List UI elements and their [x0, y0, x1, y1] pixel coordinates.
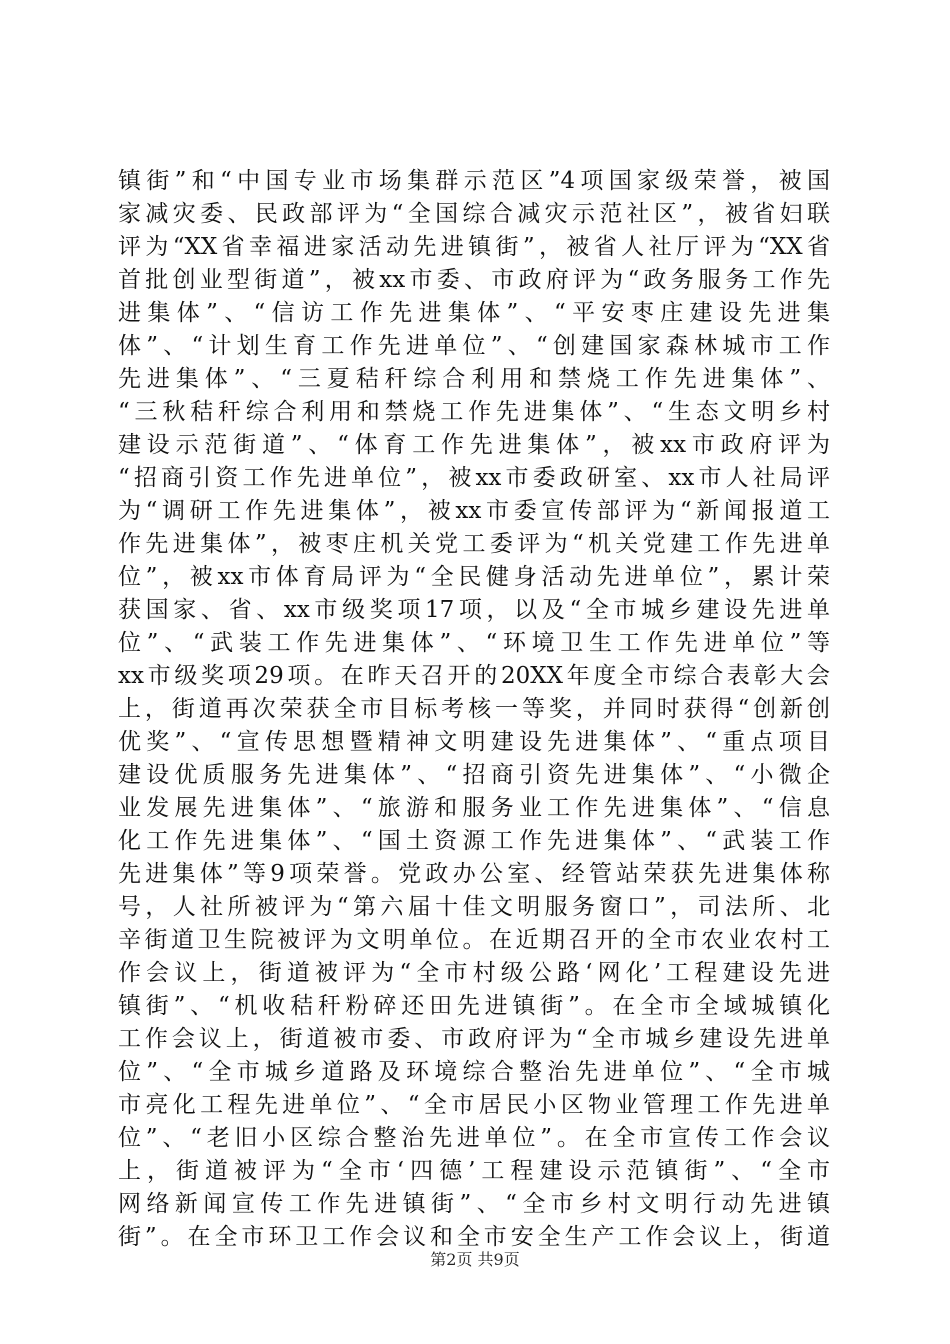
text-line: 首批创业型街道”，被xx市委、市政府评为“政务服务工作先	[118, 267, 830, 293]
text-line: 网络新闻宣传工作先进镇街”、“全市乡村文明行动先进镇	[118, 1191, 830, 1217]
text-line: 建设示范街道”、“体育工作先进集体”，被xx市政府评为	[118, 432, 830, 458]
text-line: 体”、“计划生育工作先进单位”、“创建国家森林城市工作	[118, 333, 830, 359]
text-line: 位”、“武装工作先进集体”、“环境卫生工作先进单位”等	[118, 630, 830, 656]
text-line: 业发展先进集体”、“旅游和服务业工作先进集体”、“信息	[118, 795, 830, 821]
text-line: 进集体”、“信访工作先进集体”、“平安枣庄建设先进集	[118, 300, 830, 326]
text-line: “招商引资工作先进单位”，被xx市委政研室、xx市人社局评	[118, 465, 830, 491]
text-line: 优奖”、“宣传思想暨精神文明建设先进集体”、“重点项目	[118, 729, 830, 755]
text-line: 上，街道再次荣获全市目标考核一等奖，并同时获得“创新创	[118, 696, 830, 722]
body-text	[118, 165, 830, 1254]
text-line: 工作会议上，街道被市委、市政府评为“全市城乡建设先进单	[118, 1026, 830, 1052]
text-line: 镇街”和“中国专业市场集群示范区”4项国家级荣誉，被国	[118, 168, 830, 194]
text-line: 为“调研工作先进集体”，被xx市委宣传部评为“新闻报道工	[118, 498, 830, 524]
text-line: 家减灾委、民政部评为“全国综合减灾示范社区”，被省妇联	[118, 201, 830, 227]
text-line: 建设优质服务先进集体”、“招商引资先进集体”、“小微企	[118, 762, 830, 788]
text-line: 号，人社所被评为“第六届十佳文明服务窗口”，司法所、北	[118, 894, 830, 920]
text-line: 位”、“老旧小区综合整治先进单位”。在全市宣传工作会议	[118, 1125, 830, 1151]
text-line: 上，街道被评为“全市‘四德’工程建设示范镇街”、“全市	[118, 1158, 830, 1184]
text-line: 镇街”、“机收秸秆粉碎还田先进镇街”。在全市全域城镇化	[118, 993, 830, 1019]
text-line: 街”。在全市环卫工作会议和全市安全生产工作会议上，街道	[118, 1224, 830, 1250]
text-line: 作会议上，街道被评为“全市村级公路‘网化’工程建设先进	[118, 960, 830, 986]
page-footer: 第2页 共9页	[430, 1250, 520, 1269]
text-line: 先进集体”、“三夏秸秆综合利用和禁烧工作先进集体”、	[118, 366, 830, 392]
text-line: 位”、“全市城乡道路及环境综合整治先进单位”、“全市城	[118, 1059, 830, 1085]
text-line: 化工作先进集体”、“国土资源工作先进集体”、“武装工作	[118, 828, 830, 854]
text-line: 市亮化工程先进单位”、“全市居民小区物业管理工作先进单	[118, 1092, 830, 1118]
text-line: 作先进集体”，被枣庄机关党工委评为“机关党建工作先进单	[118, 531, 830, 557]
text-line: xx市级奖项29项。在昨天召开的20XX年度全市综合表彰大会	[118, 663, 830, 689]
text-line: 位”，被xx市体育局评为“全民健身活动先进单位”，累计荣	[118, 564, 830, 590]
text-line: 先进集体”等9项荣誉。党政办公室、经管站荣获先进集体称	[118, 861, 830, 887]
text-line: “三秋秸秆综合利用和禁烧工作先进集体”、“生态文明乡村	[118, 399, 830, 425]
text-line: 获国家、省、xx市级奖项17项，以及“全市城乡建设先进单	[118, 597, 830, 623]
text-line: 评为“XX省幸福进家活动先进镇街”，被省人社厅评为“XX省	[118, 234, 830, 260]
text-line: 辛街道卫生院被评为文明单位。在近期召开的全市农业农村工	[118, 927, 830, 953]
